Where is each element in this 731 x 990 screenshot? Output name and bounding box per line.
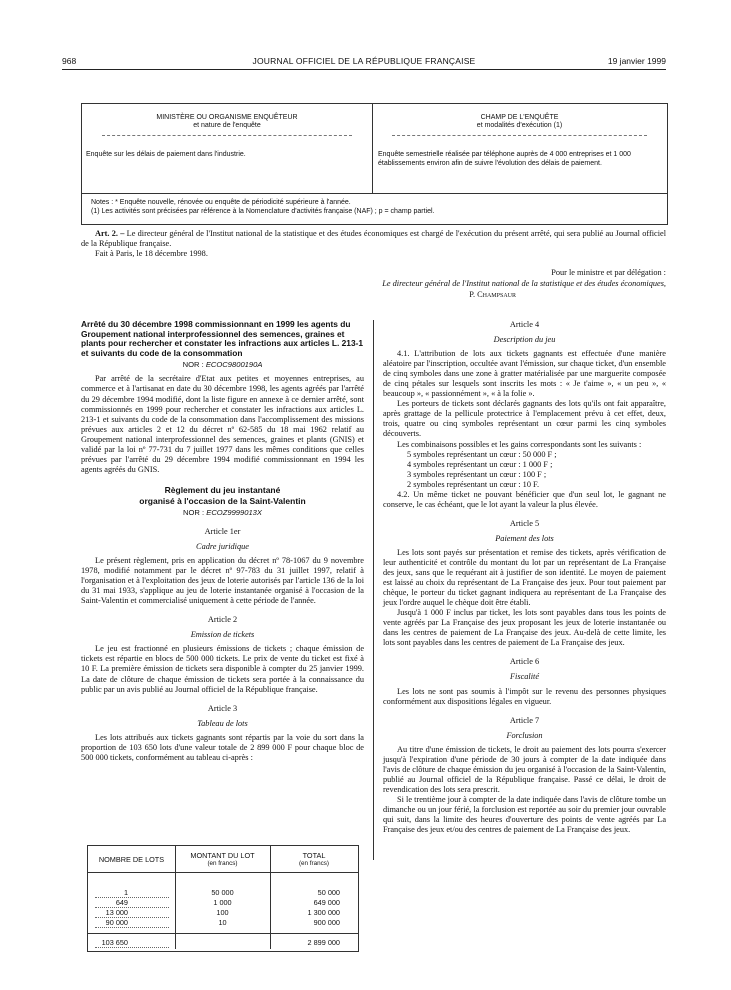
article-2-subtitle: Emission de tickets xyxy=(190,630,255,640)
prize-line: 2 symboles représentant un cœur : 10 F. xyxy=(407,479,540,489)
article-1-heading: Article 1er xyxy=(204,526,241,536)
col2-subtitle: et modalités d'exécution (1) xyxy=(476,122,563,129)
col1-header xyxy=(82,114,372,130)
row-3-montant: 100 xyxy=(216,908,229,917)
issue-date: 19 janvier 1999 xyxy=(607,56,666,66)
emission-text: Le jeu est fractionné en plusieurs émissions de tickets ; chaque émission de tickets est répartie en blocs de 500 000 tickets. Le prix de vente du ticket est fixé à 10 F. La première émission de tickets sera disponible à compter du 25 janvier 1999. La date de clôture de chaque émission de tickets sera portée à la connaissance du public par un avis publié au Journal officiel de la République française. xyxy=(81,644,364,694)
header-rule-left xyxy=(102,135,352,136)
lots-total-rule xyxy=(88,933,358,934)
article-2-heading: Article 2 xyxy=(207,615,238,625)
fait-a-paris: Fait à Paris, le 18 décembre 1998. xyxy=(95,249,208,258)
right-column xyxy=(383,320,666,835)
row-1-total: 50 000 xyxy=(317,888,340,897)
lots-header-total xyxy=(270,852,358,868)
lots-header-rule xyxy=(88,872,358,873)
arrete-paragraph: Par arrêté de la secrétaire d'Etat aux petites et moyennes entreprises, au commerce et à l'artisanat en date du 30 décembre 1998, les agents agréés par l'arrêté du 29 décembre 1994 modifié, dont la liste figure en annexe à ce dernier arrêté, sont commissionnés en 1999 pour rechercher et constater les infractions aux articles L. 213-1 et suivants du code de la consommation dans l'accomplissement des missions prévues aux articles 2 et 12 du décret nº 62-585 du 18 mai 1962 relatif au Groupement national interprofessionnel des semences, graines et plants (GNIS) et validé par la loi nº 77-731 du 7 juillet 1977 dans les mêmes conditions que celles prévues par l'arrêté du 29 décembre 1994 modifié commissionnant en 1994 les agents agréés du GNIS. xyxy=(81,374,364,474)
row-3-nombre: 13 000 xyxy=(105,908,128,917)
article-7-p1: Au titre d'une émission de tickets, le droit au paiement des lots pourra s'exercer jusqu'à l'expiration d'une période de 30 jours à compter de la date indiquée dans l'avis de clôture de chaque émission du jeu organisé à l'occasion de la Saint-Valentin, publié au Journal officiel de la République française. Passé ce délai, le droit de revendication des lots sera prescrit. xyxy=(383,744,666,794)
article-5-p2: Jusqu'à 1 000 F inclus par ticket, les lots sont payables dans tous les points de vente agréés par La Française des jeux proposant les jeux de loterie instantanée ou dans les centres de paiement de La Française des jeux. Au-delà de cette limite, les lots sont payables dans les centres de paiement de La Française des jeux. xyxy=(383,608,666,648)
signature-line-2: Le directeur général de l'Institut national de la statistique et des études économiques, xyxy=(382,279,666,288)
article-1-text: Le présent règlement, pris en application du décret nº 78-1067 du 9 novembre 1978, modifié notamment par le décret nº 97-783 du 31 juillet 1997, relatif à l'organisation et à l'exploitation des jeux de loterie autorisés par l'article 136 de la loi du 31 mai 1933, s'applique au jeu de loterie instantanée organisé à l'occasion de la Saint-Valentin et commercialisé uniquement à cette période de l'année. xyxy=(81,556,364,606)
col1-body: Enquête sur les délais de paiement dans l'industrie. xyxy=(86,151,246,158)
article-6-p1: Les lots ne sont pas soumis à l'impôt sur le revenu des personnes physiques conformément aux dispositions légales en vigueur. xyxy=(383,686,666,706)
lots-header-total-label: TOTAL xyxy=(302,851,326,860)
article-5-p1: Les lots sont payés sur présentation et remise des tickets, après vérification de leur authenticité et contrôle du montant du lot par un représentant de La Française des jeux, sans que le requérant ait à justifier de son identité. Le moyen de paiement est laissé au choix du représentant de La Française des jeux. Pour tout paiement par chèque, le porteur du ticket gagnant indiquera au représentant de La Française des jeux l'ordre auquel le chèque doit être établi. xyxy=(383,547,666,608)
col2-header xyxy=(372,114,667,130)
nor-line-2 xyxy=(81,508,364,518)
row-2-total: 649 000 xyxy=(313,898,340,907)
article-2-block xyxy=(81,229,666,259)
article-4-heading: Article 4 xyxy=(509,320,540,329)
page-number: 968 xyxy=(62,56,77,66)
row-4-montant: 10 xyxy=(218,918,227,927)
row-4-nombre: 90 000 xyxy=(105,918,128,927)
lots-header-montant-label: MONTANT DU LOT xyxy=(190,851,255,860)
lots-header-montant xyxy=(175,852,270,868)
col1-title: MINISTÈRE OU ORGANISME ENQUÊTEUR xyxy=(156,114,298,121)
row-2-nombre: 649 xyxy=(115,898,128,907)
article-1-subtitle: Cadre juridique xyxy=(196,541,249,551)
col2-title: CHAMP DE L'ENQUÊTE xyxy=(480,114,559,121)
row-1-nombre: 1 xyxy=(123,888,128,897)
article-4-p1: 4.1. L'attribution de lots aux tickets gagnants est effectuée d'une manière aléatoire par l'inscription, occultée avant l'émission, sur chaque ticket, d'un ensemble de cinq symboles dans une zone à gratter matérialisée par une marguerite composée de cinq pétales sur lesquels sont inscrits les mots : « Je t'aime », « un peu », « beaucoup », « passionnément », « à la folie ». xyxy=(383,349,666,399)
nor-line xyxy=(81,360,364,370)
nor-label-2: NOR : xyxy=(183,507,205,517)
article-2-label: Art. 2. – xyxy=(95,229,125,238)
reglement-title-1: Règlement du jeu instantané xyxy=(164,484,281,495)
nor-label: NOR : xyxy=(182,360,204,370)
column-separator xyxy=(373,320,374,860)
article-7-p2: Si le trentième jour à compter de la date indiquée dans l'avis de clôture tombe un dimanche ou un jour férié, la forclusion est reportée au soir du premier jour ouvrable qui suit, dans la limite des heures d'ouverture des points de vente agréés par La Française des jeux et/ou des centres de paiement de La Française des jeux. xyxy=(383,794,666,835)
row-1-montant: 50 000 xyxy=(211,888,234,897)
running-header xyxy=(62,56,666,70)
article-3-text: Les lots attribués aux tickets gagnants sont répartis par la voie du sort dans la proportion de 103 650 lots d'une valeur totale de 2 899 000 F pour chaque bloc de 500 000 tickets, conformément au tableau ci-après : xyxy=(81,732,364,762)
note-1: Notes : * Enquête nouvelle, rénovée ou enquête de périodicité supérieure à l'année. xyxy=(91,199,351,206)
article-3-subtitle: Tableau de lots xyxy=(197,718,248,728)
notes-rule xyxy=(82,193,667,194)
article-4-p3: Les combinaisons possibles et les gains correspondants sont les suivants : xyxy=(397,439,642,449)
prize-line: 5 symboles représentant un cœur : 50 000 F ; xyxy=(407,449,557,459)
left-column xyxy=(81,320,364,763)
lots-table xyxy=(87,845,359,952)
reglement-title-2: organisé à l'occasion de la Saint-Valentin xyxy=(139,495,306,506)
header-rule-right xyxy=(392,135,647,136)
article-4-p2: Les porteurs de tickets sont déclarés gagnants des lots qu'ils ont fait apparaître, après grattage de la pellicule protectrice à l'emplacement prévu à cet effet, deux, trois, quatre ou cinq symboles représentant un cœur parmi les cinq symboles découverts. xyxy=(383,399,666,439)
article-5-heading: Article 5 xyxy=(509,518,540,528)
lots-header-montant-unit: (en francs) xyxy=(207,860,238,867)
note-2: (1) Les activités sont précisées par référence à la Nomenclature d'activités française (NAF) ; p = champ partiel. xyxy=(91,208,435,215)
nor-code-2: ECOZ9999013X xyxy=(206,507,262,517)
prize-line: 3 symboles représentant un cœur : 100 F ; xyxy=(407,469,547,479)
col1-subtitle: et nature de l'enquête xyxy=(193,122,261,129)
article-5-subtitle: Paiement des lots xyxy=(495,533,554,543)
header-rule xyxy=(62,69,666,70)
arrete-title: Arrêté du 30 décembre 1998 commissionnant en 1999 les agents du Groupement national interprofessionnel des semences, graines et plants pour rechercher et constater les infractions aux articles L. 213-1 et suivants du code de la consommation xyxy=(81,319,364,358)
prize-line: 4 symboles représentant un cœur : 1 000 F ; xyxy=(407,459,553,469)
total-row-nombre: 103 650 xyxy=(101,938,128,947)
article-6-heading: Article 6 xyxy=(509,657,540,667)
enquete-table xyxy=(81,103,668,225)
signature-name: P. Champsaur xyxy=(469,290,516,299)
article-4-subtitle: Description du jeu xyxy=(493,335,556,345)
article-2-text: Le directeur général de l'Institut national de la statistique et des études économiques est chargé de l'exécution du présent arrêté, qui sera publié au Journal officiel de la République française. xyxy=(81,229,667,248)
lots-header-total-unit: (en francs) xyxy=(298,860,330,867)
lots-header-nombre: NOMBRE DE LOTS xyxy=(98,855,165,864)
article-7-subtitle: Forclusion xyxy=(506,730,543,740)
row-3-total: 1 300 000 xyxy=(307,908,340,917)
article-6-subtitle: Fiscalité xyxy=(509,672,540,682)
total-row-total: 2 899 000 xyxy=(307,938,340,947)
nor-code: ECOC9800190A xyxy=(205,360,263,370)
col2-body: Enquête semestrielle réalisée par téléphone auprès de 4 000 entreprises et 1 000 établissements environ afin de suivre l'évolution des délais de paiement. xyxy=(378,151,631,167)
article-4-p4: 4.2. Un même ticket ne pouvant bénéficier que d'un seul lot, le gagnant ne conserve, le cas échéant, que le lot ayant la valeur la plus élevée. xyxy=(383,489,666,509)
journal-title: JOURNAL OFFICIEL DE LA RÉPUBLIQUE FRANÇAISE xyxy=(252,56,476,66)
table-notes xyxy=(91,198,435,216)
row-2-montant: 1 000 xyxy=(213,898,232,907)
article-3-heading: Article 3 xyxy=(207,703,238,713)
row-4-total: 900 000 xyxy=(313,918,340,927)
signature-line-1: Pour le ministre et par délégation : xyxy=(551,268,666,277)
article-7-heading: Article 7 xyxy=(509,715,540,725)
